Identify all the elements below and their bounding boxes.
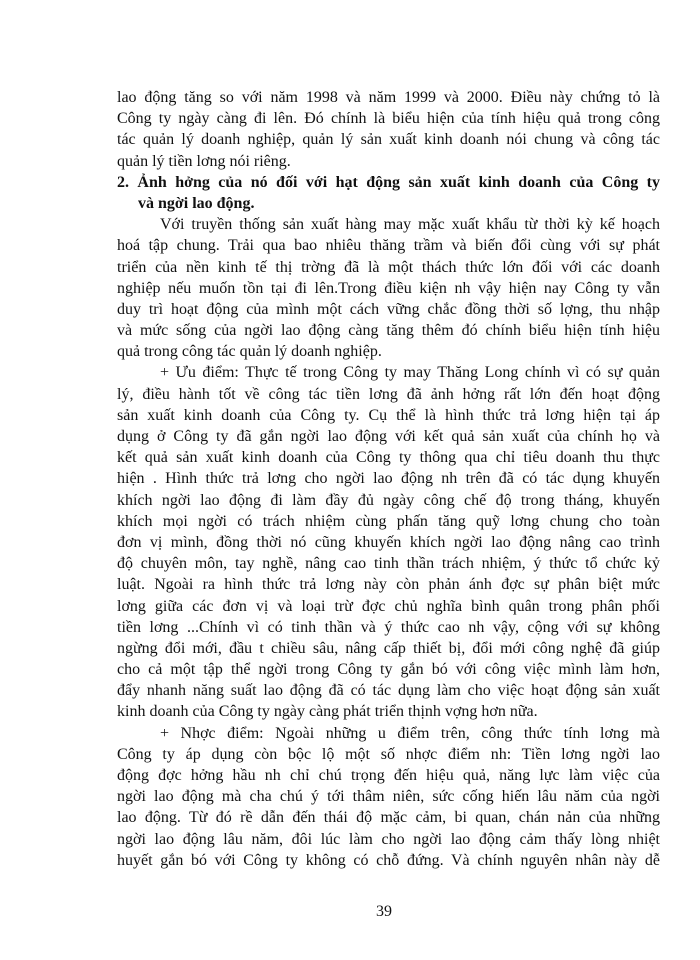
text-line: lý, điều hành tốt về công tác tiền lơng đã ảnh hởng rất lớn đến hoạt động (117, 385, 660, 403)
text-line: sản xuất kinh doanh của Công ty. Cụ thể là hình thức trả lơng hiện tại áp (117, 406, 660, 424)
text-line: ngừng đổi mới, đầu t chiều sâu, nâng cấp thiết bị, đổi mới công nghệ đã giúp (117, 639, 660, 657)
section-heading-line: và ngời lao động. (138, 194, 255, 212)
text-line: kết quả sản xuất kinh doanh của Công ty thông qua chỉ tiêu doanh thu thực (117, 449, 660, 467)
text-line: tiền lơng ...Chính vì có tinh thần và ý thức cao nh vậy, cộng với sự không (117, 618, 660, 636)
text-line: hoá tập chung. Trải qua bao nhiêu thăng trầm và biến đổi cùng với sự phát (117, 237, 660, 255)
text-line: huyết gắn bó với Công ty không có chỗ đứng. Và chính nguyên nhân này dễ (117, 851, 660, 869)
text-line: nghiệp nếu muốn tồn tại đi lên.Trong điều kiện nh vậy hiện nay Công ty vẫn (117, 279, 660, 297)
text-line: kinh doanh của Công ty ngày càng phát triển thịnh vợng hơn nữa. (117, 703, 538, 721)
text-line: duy trì hoạt động của mình một cách vững chắc đồng thời số lợng, thu nhập (117, 300, 660, 318)
text-line: + Ưu điểm: Thực tế trong Công ty may Thăng Long chính vì có sự quản (160, 364, 660, 382)
text-line: khích ngời lao động đi làm đầy đủ ngày công chế độ trong tháng, khuyến (117, 491, 660, 509)
text-line: cho cả một tập thể ngời trong Công ty gắn bó với công việc mình làm hơn, (117, 661, 660, 679)
text-line: khích mọi ngời có trách nhiệm cùng phấn tăng quỹ lơng chung cho toàn (117, 512, 660, 530)
text-line: đẩy nhanh năng suất lao động đã có tác dụng làm cho việc hoạt động sản xuất (117, 682, 660, 700)
page-number: 39 (376, 903, 392, 920)
text-line: lao động tăng so với năm 1998 và năm 1999 và 2000. Điều này chứng tỏ là (117, 89, 660, 106)
text-line: lơng giữa các đơn vị và loại trừ đợc chủ nghĩa bình quân trong phân phối (117, 597, 660, 615)
text-line: quản lý tiền lơng nói riêng. (117, 152, 291, 170)
text-line: hiện . Hình thức trả lơng cho ngời lao động nh trên đã có tác dụng khuyến (117, 470, 660, 488)
text-line: động đợc hởng hầu nh chỉ chú trọng đến hiệu quả, năng lực làm việc của (117, 767, 660, 784)
text-line: Công ty ngày càng đi lên. Đó chính là biểu hiện của tính hiệu quả trong công (117, 110, 660, 128)
text-line: và mức sống của ngời lao động càng tăng thêm đó chính biểu hiện tính hiệu (117, 322, 660, 340)
text-line: độ chuyên môn, tay nghề, nâng cao tinh thần trách nhiệm, ý thức tổ chức kỷ (117, 555, 660, 573)
document-body (117, 87, 660, 871)
text-line: + Nhợc điểm: Ngoài những u điểm trên, công thức tính lơng mà (160, 724, 660, 742)
text-line: luật. Ngoài ra hình thức trả lơng này còn phản ánh đợc sự phân biệt mức (117, 576, 660, 594)
text-line: tác quản lý doanh nghiệp, quản lý sản xuất kinh doanh nói chung và công tác (117, 131, 660, 149)
text-line: đơn vị mình, đồng thời nó cũng khuyến khích ngời lao động nâng cao trình (117, 533, 660, 551)
text-line: ngời lao động mà cha chú ý tới thâm niên, sức cống hiến lâu năm của ngời (117, 788, 660, 806)
section-heading-line: 2. Ảnh hởng của nó đối với hạt động sản xuất kinh doanh của Công ty (117, 173, 660, 191)
text-line: quả trong công tác quản lý doanh nghiệp. (117, 343, 382, 361)
text-line: ngời lao động lâu năm, đôi lúc làm cho ngời lao động cảm thấy lòng nhiệt (117, 830, 660, 848)
text-line: triển của nền kinh tế thị trờng đã là một thách thức lớn đối với các doanh (117, 258, 660, 276)
text-line: lao động. Từ đó rề dẫn đến thái độ mặc cảm, bi quan, chán nản của những (117, 809, 660, 827)
text-line: dụng ở Công ty đã gắn ngời lao động với kết quả sản xuất của chính họ và (117, 428, 660, 445)
text-line: Với truyền thống sản xuất hàng may mặc xuất khẩu từ thời kỳ kế hoạch (160, 216, 660, 234)
text-line: Công ty áp dụng còn bộc lộ một số nhợc điểm nh: Tiền lơng ngời lao (117, 745, 660, 763)
